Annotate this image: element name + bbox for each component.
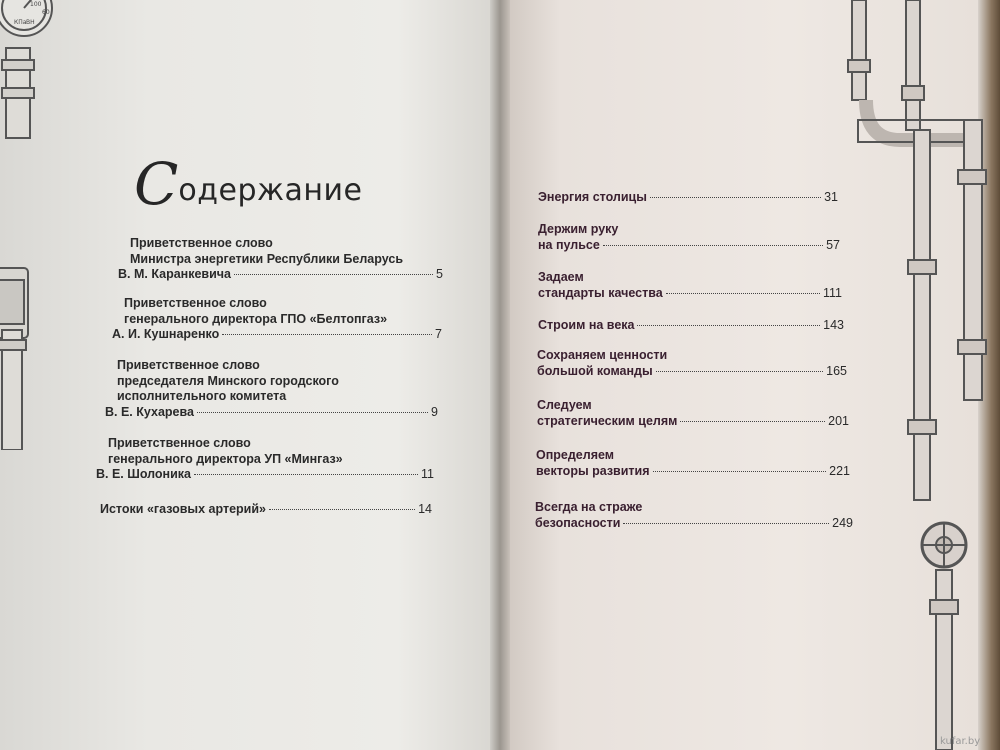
toc-entry	[118, 236, 443, 283]
toc-entry-line: исполнительного комитета	[117, 389, 287, 403]
toc-entry-line: Всегда на страже	[535, 500, 643, 514]
leader-dots	[222, 334, 432, 335]
page-number: 165	[826, 363, 847, 378]
toc-entry-line: В. М. Каранкевича	[118, 267, 231, 281]
leader-dots	[653, 471, 827, 472]
toc-entry-line: А. И. Кушнаренко	[112, 327, 220, 341]
toc-entry-line: стандарты качества	[538, 285, 663, 300]
toc-entry	[537, 348, 847, 379]
toc-entry-line: генерального директора ГПО «Белтопгаз»	[124, 311, 388, 326]
leader-dots	[656, 371, 824, 372]
toc-entry	[538, 270, 842, 301]
gauge-label: 60	[42, 9, 50, 16]
toc-entry	[537, 398, 849, 429]
toc-entry	[538, 222, 840, 253]
leader-dots	[680, 421, 825, 422]
gauge-label: 100	[30, 1, 42, 8]
toc-entry-line: Строим на века	[538, 318, 635, 332]
leader-dots	[650, 197, 821, 198]
page-number: 249	[832, 515, 853, 530]
page-number: 11	[421, 467, 434, 481]
left-pipe-illustration	[0, 0, 70, 450]
leader-dots	[197, 412, 428, 413]
page-number: 143	[823, 318, 844, 332]
title-initial: С	[134, 150, 179, 218]
page-number: 57	[826, 237, 840, 252]
toc-entry	[96, 436, 434, 483]
right-pipe-illustration	[840, 0, 1000, 750]
toc-entry-line: генерального директора УП «Мингаз»	[108, 451, 343, 466]
toc-entry-line: стратегическим целям	[537, 413, 678, 428]
toc-entry-line: Задаем	[538, 270, 584, 284]
leader-dots	[194, 474, 418, 475]
toc-entry-line: Держим руку	[538, 222, 619, 236]
toc-entry-line: Приветственное слово	[117, 358, 260, 372]
toc-entry-line: векторы развития	[536, 463, 650, 478]
leader-dots	[269, 509, 415, 510]
toc-entry-line: председателя Минского городского	[117, 373, 339, 388]
gauge-label: КПа	[14, 19, 27, 26]
toc-entry-line: Энергия столицы	[538, 190, 647, 204]
watermark: kufar.by	[940, 736, 981, 747]
toc-entry-line: Сохраняем ценности	[537, 348, 668, 362]
toc-entry-line: на пульсе	[538, 237, 600, 252]
gauge-label: ВН	[26, 19, 35, 26]
page-number: 31	[824, 190, 838, 204]
leader-dots	[637, 325, 820, 326]
page-number: 221	[829, 463, 850, 478]
leader-dots	[623, 523, 829, 524]
toc-entry	[535, 500, 853, 531]
leader-dots	[666, 293, 820, 294]
toc-entry-line: Министра энергетики Республики Беларусь	[130, 251, 404, 266]
page-number: 14	[418, 502, 432, 516]
page-number: 5	[436, 267, 443, 281]
toc-entry	[105, 358, 438, 420]
toc-entry	[536, 448, 850, 479]
leader-dots	[603, 245, 823, 246]
toc-entry-line: Приветственное слово	[130, 236, 273, 250]
toc-entry-line: Определяем	[536, 448, 615, 462]
toc-entry-line: В. Е. Шолоника	[96, 467, 191, 481]
toc-entry	[538, 318, 844, 334]
toc-entry-line: В. Е. Кухарева	[105, 404, 194, 419]
toc-entry-line: Истоки «газовых артерий»	[100, 502, 266, 516]
toc-entry	[100, 502, 432, 518]
page-number: 111	[822, 285, 842, 300]
toc-entry-line: безопасности	[535, 515, 621, 530]
leader-dots	[234, 274, 433, 275]
page-number: 9	[431, 404, 438, 419]
title-rest: одержание	[178, 173, 363, 208]
toc-entry-line: большой команды	[537, 363, 653, 378]
toc-entry	[538, 190, 838, 206]
page-title	[134, 150, 362, 218]
book-gutter	[490, 0, 510, 750]
toc-entry-line: Приветственное слово	[124, 296, 267, 310]
page-number: 7	[435, 327, 442, 341]
toc-entry-line: Следуем	[537, 398, 592, 412]
page-number: 201	[828, 413, 849, 428]
toc-entry-line: Приветственное слово	[108, 436, 251, 450]
toc-entry	[112, 296, 442, 343]
